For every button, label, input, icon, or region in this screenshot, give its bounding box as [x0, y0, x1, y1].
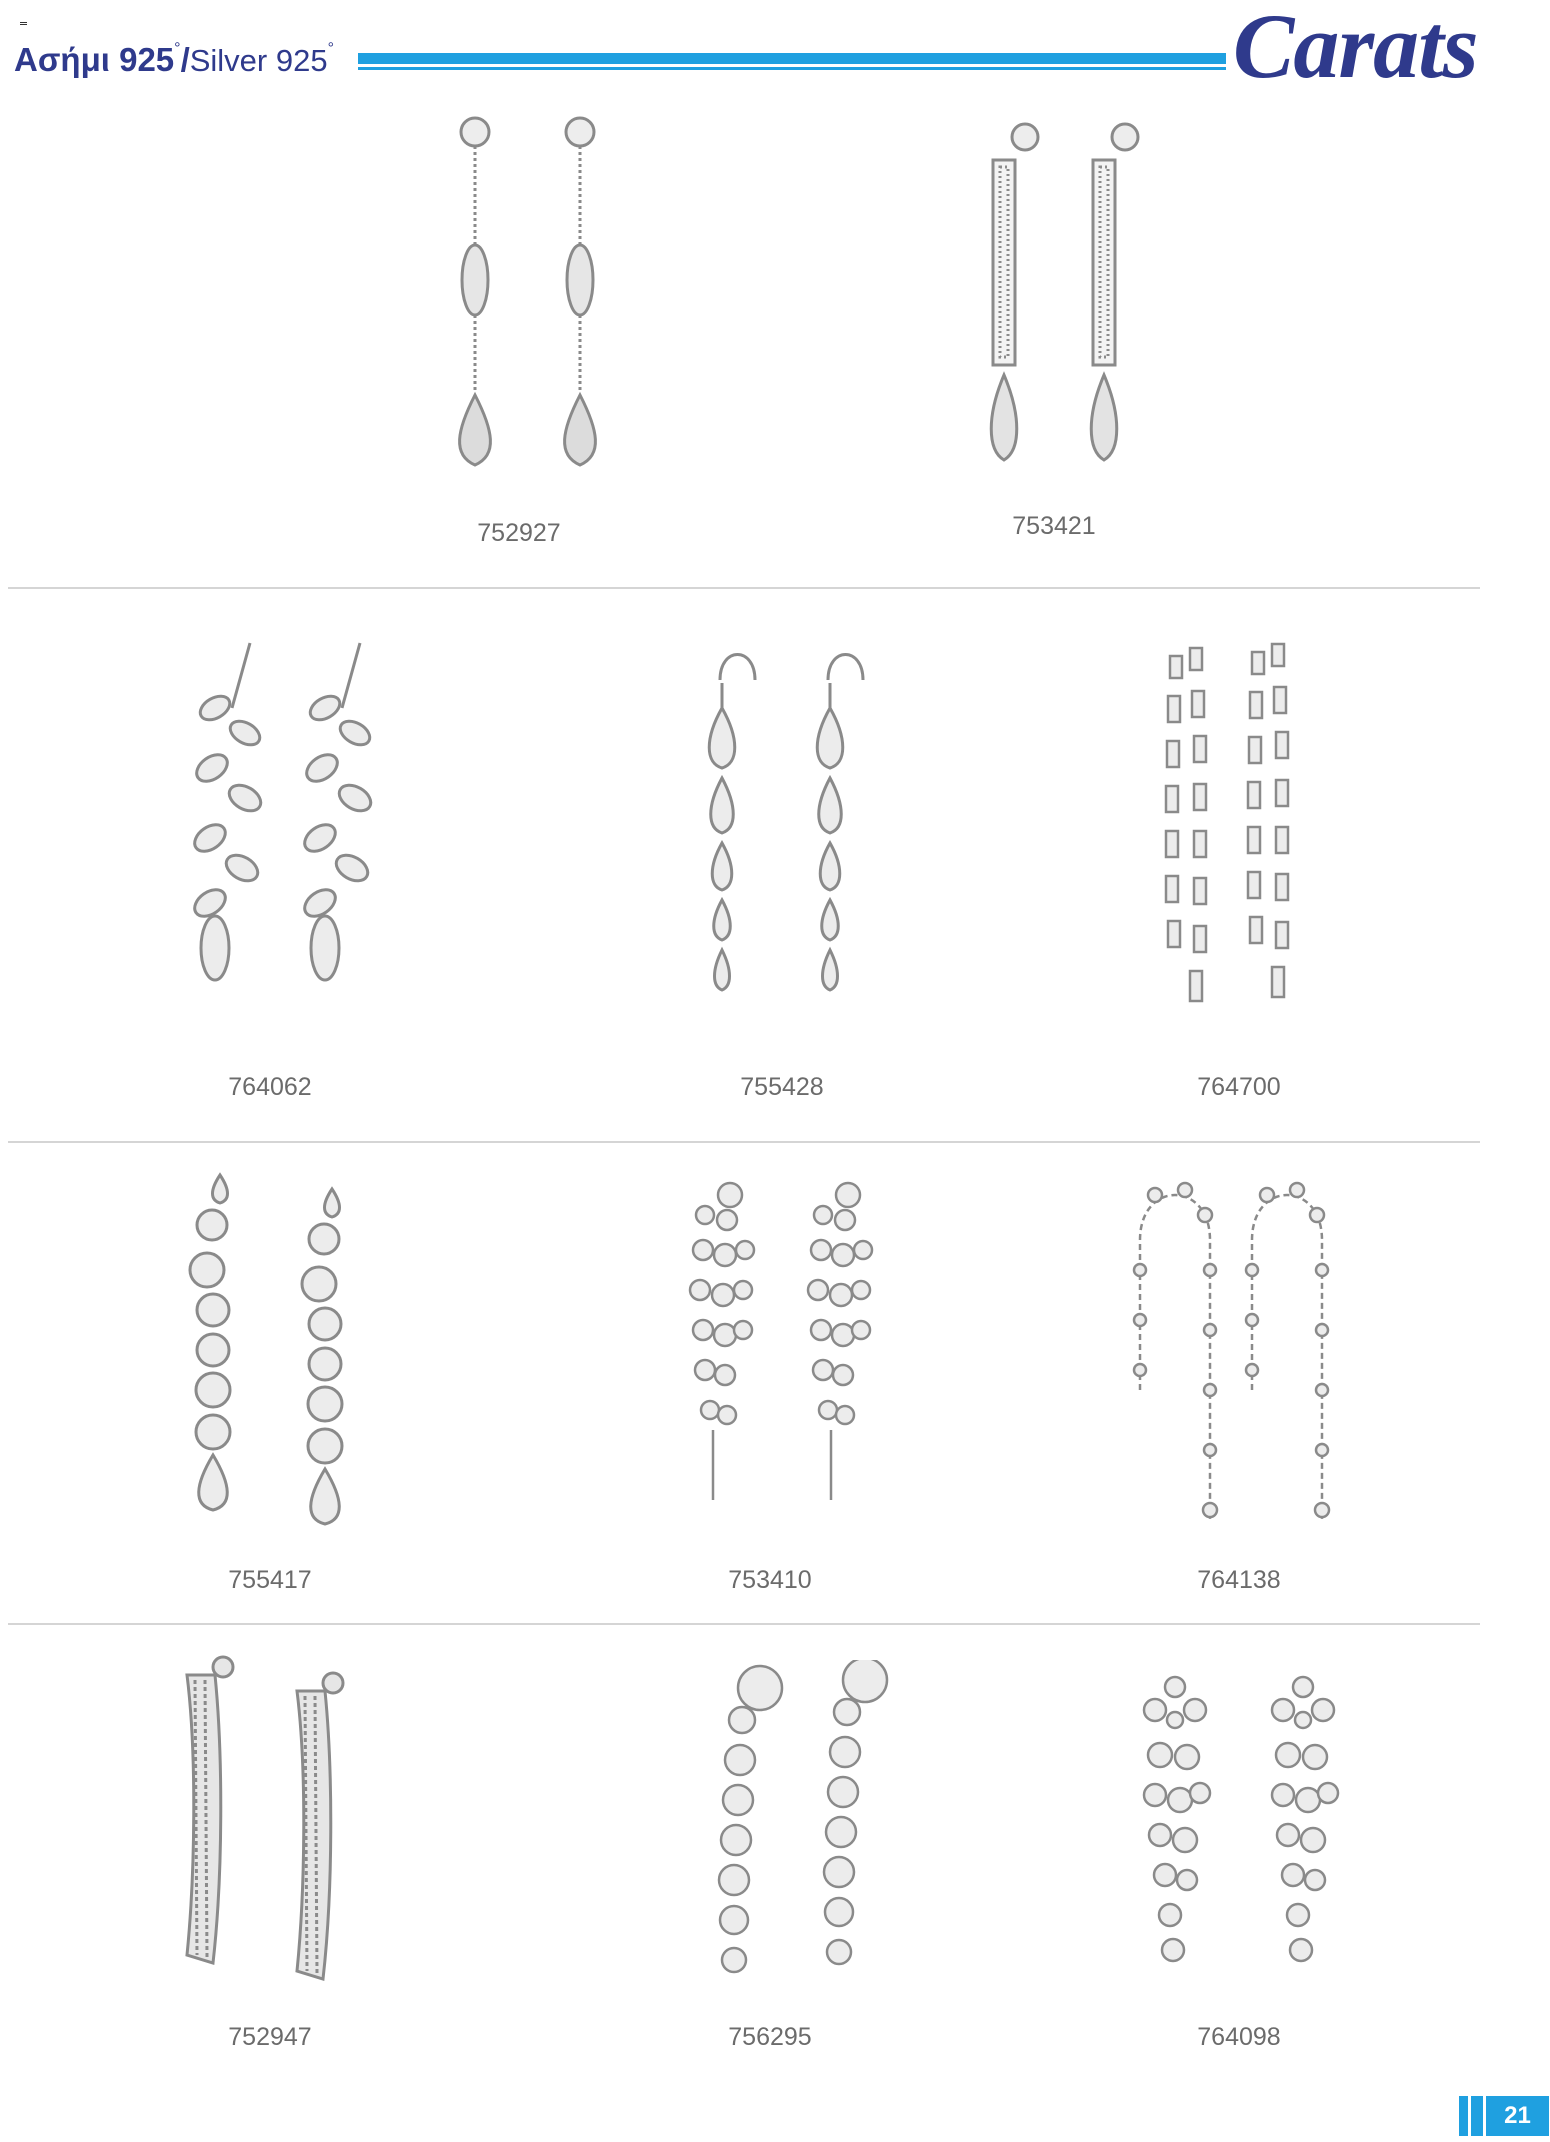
product-image-764098 [1125, 1675, 1365, 1975]
catalog-title [14, 40, 334, 79]
product-image-752927 [430, 110, 630, 480]
product-code: 753421 [1012, 512, 1096, 540]
degree-mark: ° [174, 40, 181, 57]
product-code: 752927 [477, 519, 561, 547]
row-divider [8, 1141, 1480, 1143]
product-code: 756295 [728, 2023, 812, 2051]
page-number-accent [1471, 2096, 1483, 2136]
product-code: 752947 [228, 2023, 312, 2051]
product-code: 764700 [1197, 1073, 1281, 1101]
product-code: 764062 [228, 1073, 312, 1101]
product-code: 755428 [740, 1073, 824, 1101]
product-image-764138 [1130, 1170, 1350, 1530]
product-image-753421 [975, 115, 1175, 475]
row-divider [8, 587, 1480, 589]
title-separator: / [180, 41, 190, 78]
menu-mark-icon [20, 22, 27, 27]
row-divider [8, 1623, 1480, 1625]
brand-logo: Carats [1233, 0, 1478, 97]
page-number-accent [1459, 2096, 1468, 2136]
product-image-753410 [675, 1180, 895, 1520]
title-english: Silver 925 [189, 43, 328, 78]
header-accent-bar-thin [358, 67, 1226, 70]
product-image-756295 [690, 1660, 910, 1990]
title-greek: Ασήμι 925 [14, 41, 175, 78]
header-accent-bar [358, 53, 1226, 64]
product-image-764062 [170, 638, 390, 1008]
product-image-764700 [1160, 636, 1320, 1031]
product-code: 753410 [728, 1566, 812, 1594]
product-code: 764098 [1197, 2023, 1281, 2051]
product-image-752947 [175, 1655, 375, 1985]
product-image-755428 [680, 638, 900, 1033]
product-code: 764138 [1197, 1566, 1281, 1594]
product-image-755417 [175, 1170, 395, 1530]
page-number: 21 [1486, 2096, 1549, 2136]
degree-mark: ° [327, 40, 334, 57]
product-code: 755417 [228, 1566, 312, 1594]
